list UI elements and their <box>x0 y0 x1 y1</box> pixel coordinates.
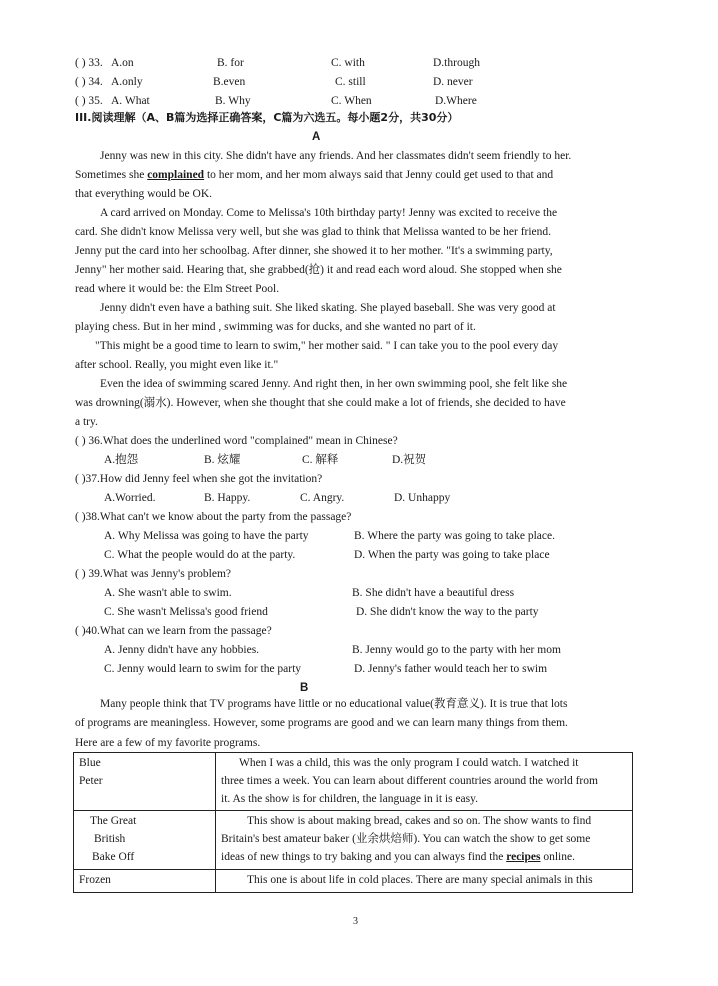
option-a: A. What <box>111 95 150 107</box>
question-number: ( ) 33. <box>75 57 103 69</box>
question-40-stem: ( )40.What can we learn from the passage? <box>75 625 272 637</box>
section-heading: III.阅读理解（A、B篇为选择正确答案，C篇为六选五。每小题2分，共30分） <box>75 111 459 124</box>
question-39-option: C. She wasn't Melissa's good friend <box>104 606 268 618</box>
program-description-text: online. <box>543 851 575 864</box>
passage-a-text: Sometimes she <box>75 169 145 181</box>
program-name-cell <box>74 753 216 811</box>
option-a: A.on <box>111 57 134 69</box>
program-description-cell <box>216 753 633 811</box>
question-number: ( ) 34. <box>75 76 103 88</box>
passage-a-line <box>75 168 553 182</box>
table-row <box>74 811 633 869</box>
passage-a-line: read where it would be: the Elm Street Pool. <box>75 283 280 295</box>
question-38-option: A. Why Melissa was going to have the party <box>104 530 309 542</box>
program-name: The Great <box>90 815 137 828</box>
passage-a-line: playing chess. But in her mind , swimming was for ducks, and she wanted no part of it. <box>75 321 476 333</box>
option-b: B.even <box>213 76 246 88</box>
question-38-option: D. When the party was going to take place <box>354 549 550 561</box>
question-39-stem: ( ) 39.What was Jenny's problem? <box>75 568 232 580</box>
table-row <box>74 869 633 892</box>
question-38-option: B. Where the party was going to take place. <box>354 530 555 542</box>
program-name: Peter <box>79 774 103 787</box>
program-description: three times a week. You can learn about different countries around the world from <box>221 774 598 787</box>
passage-a-line: a try. <box>75 416 98 428</box>
question-37-stem: ( )37.How did Jenny feel when she got the invitation? <box>75 473 323 485</box>
option-b: B. Why <box>215 95 251 107</box>
passage-b-label: B <box>300 682 309 694</box>
program-name: Blue <box>79 757 101 769</box>
passage-a-label: A <box>312 131 321 143</box>
mc-row-35 <box>75 94 635 110</box>
question-38-stem: ( )38.What can't we know about the party from the passage? <box>75 511 352 523</box>
question-39-option: B. She didn't have a beautiful dress <box>352 587 515 599</box>
question-37-option: D. Unhappy <box>394 492 451 504</box>
program-description: This one is about life in cold places. There are many special animals in this <box>247 873 593 886</box>
passage-a-line: "This might be a good time to learn to swim," her mother said. " I can take you to the pool every day <box>95 340 559 352</box>
passage-a-line: was drowning(溺水). However, when she thought that she could make a lot of friends, she decided to have <box>75 397 566 409</box>
program-description-cell <box>216 811 633 869</box>
question-number: ( ) 35. <box>75 95 103 107</box>
program-name: British <box>94 833 126 846</box>
passage-a-line: Jenny" her mother said. Hearing that, she grabbed(抢) it and read each word aloud. She stopped when she <box>75 264 562 276</box>
option-c: C. with <box>331 57 365 69</box>
question-36-stem: ( ) 36.What does the underlined word "complained" mean in Chinese? <box>75 435 398 447</box>
question-38-option: C. What the people would do at the party. <box>104 549 296 561</box>
option-d: D.Where <box>435 95 477 107</box>
program-name-cell <box>74 869 216 892</box>
program-name-cell <box>74 811 216 869</box>
question-36-option: D.祝贺 <box>392 454 427 466</box>
option-a: A.only <box>111 76 143 88</box>
question-37-option: C. Angry. <box>300 492 345 504</box>
passage-a-line: Jenny put the card into her schoolbag. After dinner, she showed it to her mother. "It's a swimming party, <box>75 245 553 257</box>
option-b: B. for <box>217 57 244 69</box>
question-40-option: C. Jenny would learn to swim for the party <box>104 663 302 675</box>
passage-b-line: Here are a few of my favorite programs. <box>75 737 261 749</box>
option-d: D. never <box>433 76 473 88</box>
passage-b-line: of programs are meaningless. However, some programs are good and we can learn many things from them. <box>75 717 568 729</box>
question-40-option: B. Jenny would go to the party with her mom <box>352 644 561 656</box>
question-36-option: B. 炫耀 <box>204 454 241 466</box>
question-36-option: A.抱怨 <box>104 454 139 466</box>
passage-a-line: after school. Really, you might even like it." <box>75 359 279 371</box>
passage-a-line: that everything would be OK. <box>75 188 213 200</box>
program-name: Bake Off <box>92 851 135 864</box>
program-description: it. As the show is for children, the language in it is easy. <box>221 792 478 805</box>
passage-a-line: Even the idea of swimming scared Jenny. And right then, in her own swimming pool, she felt like she <box>100 378 568 390</box>
question-36-option: C. 解释 <box>302 454 339 466</box>
passage-a-text: to her mom, and her mom always said that Jenny could get used to that and <box>206 169 554 181</box>
table-row <box>74 753 633 811</box>
program-description: Britain's best amateur baker (业余烘焙师). You can watch the show to get some <box>221 833 591 846</box>
question-37-option: A.Worried. <box>104 492 156 504</box>
option-d: D.through <box>433 57 480 69</box>
program-description-text: ideas of new things to try baking and you can always find the <box>221 851 504 864</box>
underlined-word-recipes: recipes <box>506 851 541 864</box>
option-c: C. still <box>335 76 366 88</box>
underlined-word-complained: complained <box>147 169 205 181</box>
program-name: Frozen <box>79 873 111 886</box>
question-40-option: A. Jenny didn't have any hobbies. <box>104 644 260 656</box>
program-description-cell <box>216 869 633 892</box>
program-description: When I was a child, this was the only program I could watch. I watched it <box>239 757 579 769</box>
passage-a-line: Jenny didn't even have a bathing suit. She liked skating. She played baseball. She was very good at <box>100 302 556 314</box>
page-number: 3 <box>353 916 358 927</box>
mc-row-33 <box>75 56 635 72</box>
passage-a-line: A card arrived on Monday. Come to Melissa's 10th birthday party! Jenny was excited to receive the <box>100 207 558 219</box>
question-37-option: B. Happy. <box>204 492 251 504</box>
mc-row-34 <box>75 75 635 91</box>
question-40-option: D. Jenny's father would teach her to swim <box>354 663 548 675</box>
programs-table <box>73 752 633 893</box>
option-c: C. When <box>331 95 372 107</box>
program-description <box>221 849 627 867</box>
passage-a-line: card. She didn't know Melissa very well, but she was glad to think that Melissa wanted to be her friend. <box>75 226 552 238</box>
question-39-option: A. She wasn't able to swim. <box>104 587 232 599</box>
passage-b-line: Many people think that TV programs have little or no educational value(教育意义). It is true that lots <box>100 698 568 710</box>
passage-a-line: Jenny was new in this city. She didn't have any friends. And her classmates didn't seem friendly to her. <box>100 150 572 162</box>
program-description: This show is about making bread, cakes and so on. The show wants to find <box>247 815 592 828</box>
question-39-option: D. She didn't know the way to the party <box>356 606 539 618</box>
